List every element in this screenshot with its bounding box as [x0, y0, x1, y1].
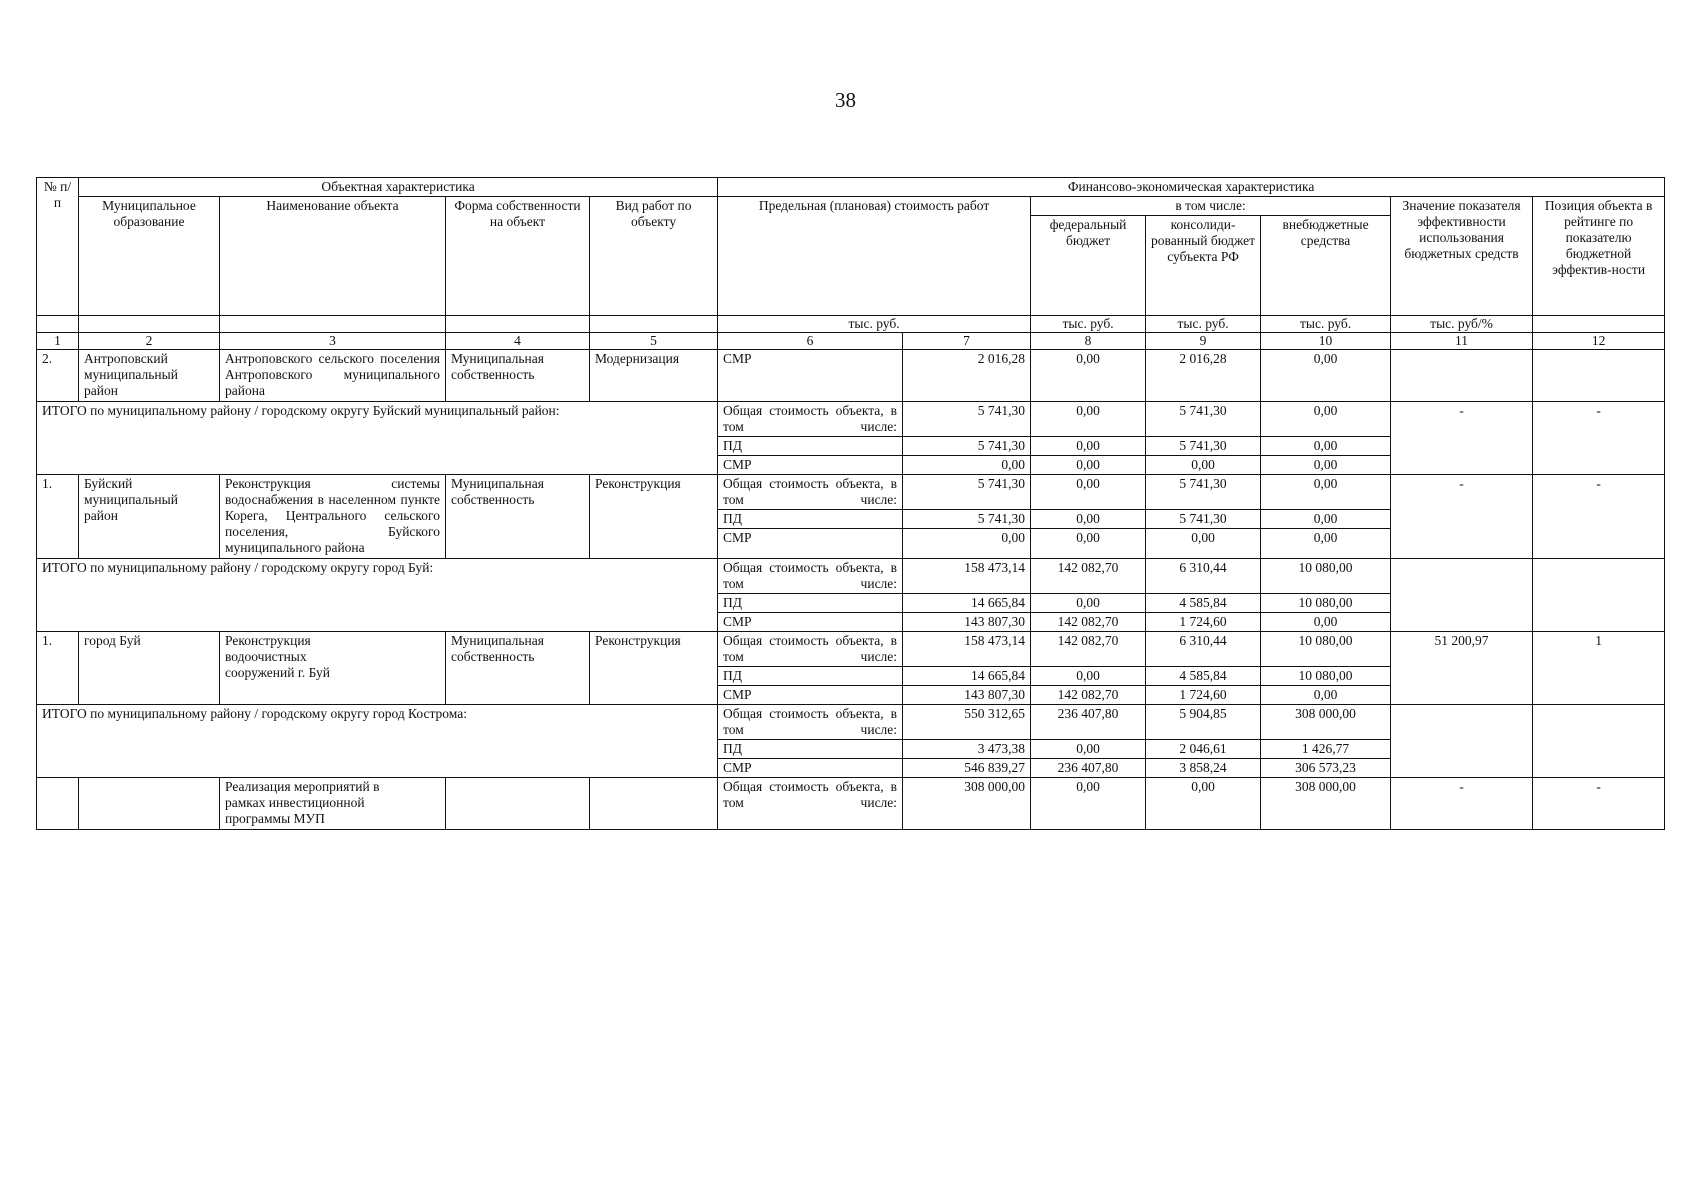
- col-number: 4: [446, 333, 590, 350]
- header-indicator: Значение показателя эффективности использования бюджетных средств: [1391, 197, 1533, 316]
- indicator-value: -: [1391, 475, 1533, 559]
- value-cell: 5 741,30: [1146, 437, 1261, 456]
- col-number: 7: [903, 333, 1031, 350]
- value-cell: 0,00: [903, 456, 1031, 475]
- value-cell: 142 082,70: [1031, 559, 1146, 594]
- col-number: 10: [1261, 333, 1391, 350]
- value-cell: 5 741,30: [1146, 475, 1261, 510]
- value-cell: 4 585,84: [1146, 667, 1261, 686]
- header-consolidated: консолиди-рованный бюджет субъекта РФ: [1146, 216, 1261, 316]
- unit-indicator: тыс. руб/%: [1391, 316, 1533, 333]
- table-row-total-buy-city: [37, 559, 1665, 594]
- general-cost-label: Общая стоимость объекта, в том числе:: [718, 402, 903, 437]
- value-cell: 158 473,14: [903, 632, 1031, 667]
- unit-federal: тыс. руб.: [1031, 316, 1146, 333]
- value-cell: 10 080,00: [1261, 667, 1391, 686]
- value-cell: 236 407,80: [1031, 705, 1146, 740]
- header-extrabudget: внебюджетные средства: [1261, 216, 1391, 316]
- value-cell: 0,00: [1031, 510, 1146, 529]
- row-extra: 0,00: [1261, 350, 1391, 402]
- row-municipality: Антроповский муниципальный район: [79, 350, 220, 402]
- value-cell: 0,00: [1261, 437, 1391, 456]
- value-cell: 0,00: [1031, 437, 1146, 456]
- pd-label: ПД: [718, 437, 903, 456]
- header-work-type: Вид работ по объекту: [590, 197, 718, 316]
- value-cell: 308 000,00: [903, 778, 1031, 830]
- row-num: 1.: [37, 475, 79, 559]
- value-cell: 0,00: [1031, 475, 1146, 510]
- value-cell: 10 080,00: [1261, 632, 1391, 667]
- row-consolidated: 2 016,28: [1146, 350, 1261, 402]
- value-cell: 2 046,61: [1146, 740, 1261, 759]
- value-cell: 308 000,00: [1261, 778, 1391, 830]
- value-cell: 5 741,30: [1146, 402, 1261, 437]
- row-object: Антроповского сельского поселения Антроповского муниципального района: [220, 350, 446, 402]
- value-cell: 0,00: [1261, 510, 1391, 529]
- value-cell: 142 082,70: [1031, 632, 1146, 667]
- position-value: -: [1533, 778, 1665, 830]
- value-cell: 5 741,30: [903, 437, 1031, 456]
- header-row-groups: [37, 178, 1665, 197]
- value-cell: 158 473,14: [903, 559, 1031, 594]
- value-cell: 0,00: [1031, 402, 1146, 437]
- row-ownership: Муниципальная собственность: [446, 632, 590, 705]
- col-number: 5: [590, 333, 718, 350]
- value-cell: 550 312,65: [903, 705, 1031, 740]
- row-work: Реконструкция: [590, 632, 718, 705]
- header-row-columns: [37, 197, 1665, 216]
- indicator-value: -: [1391, 402, 1533, 475]
- total-title: ИТОГО по муниципальному району / городскому округу город Буй:: [37, 559, 718, 632]
- value-cell: 0,00: [903, 529, 1031, 559]
- value-cell: 0,00: [1261, 456, 1391, 475]
- position-value: -: [1533, 402, 1665, 475]
- unit-consolidated: тыс. руб.: [1146, 316, 1261, 333]
- col-number: 12: [1533, 333, 1665, 350]
- value-cell: 143 807,30: [903, 613, 1031, 632]
- table-row-mup: [37, 778, 1665, 830]
- value-cell: 0,00: [1031, 594, 1146, 613]
- header-object-group: Объектная характеристика: [79, 178, 718, 197]
- position-value: 1: [1533, 632, 1665, 705]
- table-row-buy-city: [37, 632, 1665, 667]
- header-finance-group: Финансово-экономическая характеристика: [718, 178, 1665, 197]
- position-value: -: [1533, 475, 1665, 559]
- value-cell: 142 082,70: [1031, 686, 1146, 705]
- value-cell: 0,00: [1031, 740, 1146, 759]
- value-cell: 10 080,00: [1261, 559, 1391, 594]
- smr-label: СМР: [718, 686, 903, 705]
- value-cell: 10 080,00: [1261, 594, 1391, 613]
- general-cost-label: Общая стоимость объекта, в том числе:: [718, 475, 903, 510]
- col-number: 9: [1146, 333, 1261, 350]
- value-cell: 14 665,84: [903, 594, 1031, 613]
- general-cost-label: Общая стоимость объекта, в том числе:: [718, 778, 903, 830]
- value-cell: 0,00: [1261, 475, 1391, 510]
- row-ownership: Муниципальная собственность: [446, 475, 590, 559]
- smr-label: СМР: [718, 759, 903, 778]
- header-object-name: Наименование объекта: [220, 197, 446, 316]
- value-cell: 236 407,80: [1031, 759, 1146, 778]
- indicator-value: 51 200,97: [1391, 632, 1533, 705]
- value-cell: 0,00: [1261, 613, 1391, 632]
- row-object: Реконструкция водоочистных сооружений г. Буй: [220, 632, 446, 705]
- col-number: 3: [220, 333, 446, 350]
- total-title: ИТОГО по муниципальному району / городскому округу Буйский муниципальный район:: [37, 402, 718, 475]
- value-cell: 143 807,30: [903, 686, 1031, 705]
- row-municipality: город Буй: [79, 632, 220, 705]
- table-row-buysky: [37, 475, 1665, 510]
- unit-extrabudget: тыс. руб.: [1261, 316, 1391, 333]
- value-cell: 6 310,44: [1146, 632, 1261, 667]
- row-work: Модернизация: [590, 350, 718, 402]
- value-cell: 0,00: [1146, 529, 1261, 559]
- row-cost: 2 016,28: [903, 350, 1031, 402]
- pd-label: ПД: [718, 510, 903, 529]
- table-row-total-kostroma: [37, 705, 1665, 740]
- row-work: Реконструкция: [590, 475, 718, 559]
- value-cell: 0,00: [1031, 529, 1146, 559]
- value-cell: 308 000,00: [1261, 705, 1391, 740]
- row-federal: 0,00: [1031, 350, 1146, 402]
- value-cell: 1 724,60: [1146, 613, 1261, 632]
- header-including: в том числе:: [1031, 197, 1391, 216]
- general-cost-label: Общая стоимость объекта, в том числе:: [718, 632, 903, 667]
- column-numbers-row: [37, 333, 1665, 350]
- indicator-value: -: [1391, 778, 1533, 830]
- value-cell: 5 904,85: [1146, 705, 1261, 740]
- pd-label: ПД: [718, 667, 903, 686]
- value-cell: 3 473,38: [903, 740, 1031, 759]
- header-municipality: Муниципальное образование: [79, 197, 220, 316]
- value-cell: 1 426,77: [1261, 740, 1391, 759]
- row-object: Реализация мероприятий в рамках инвестиционной программы МУП: [220, 778, 446, 830]
- row-municipality: Буйский муниципальный район: [79, 475, 220, 559]
- page-number: 38: [835, 88, 856, 112]
- header-units-row: [37, 316, 1665, 333]
- smr-label: СМР: [718, 529, 903, 559]
- header-max-cost: Предельная (плановая) стоимость работ: [718, 197, 1031, 316]
- smr-label: СМР: [718, 456, 903, 475]
- value-cell: 0,00: [1146, 456, 1261, 475]
- row-num: 2.: [37, 350, 79, 402]
- value-cell: 1 724,60: [1146, 686, 1261, 705]
- row-ownership: Муниципальная собственность: [446, 350, 590, 402]
- smr-label: СМР: [718, 613, 903, 632]
- header-ownership: Форма собственности на объект: [446, 197, 590, 316]
- value-cell: 3 858,24: [1146, 759, 1261, 778]
- value-cell: 0,00: [1146, 778, 1261, 830]
- general-cost-label: Общая стоимость объекта, в том числе:: [718, 559, 903, 594]
- header-num: № п/п: [37, 178, 79, 316]
- col-number: 11: [1391, 333, 1533, 350]
- value-cell: 546 839,27: [903, 759, 1031, 778]
- financial-table: [36, 177, 1665, 830]
- general-cost-label: Общая стоимость объекта, в том числе:: [718, 705, 903, 740]
- col-number: 2: [79, 333, 220, 350]
- value-cell: 306 573,23: [1261, 759, 1391, 778]
- table-row-total-buysky-district: [37, 402, 1665, 437]
- value-cell: 6 310,44: [1146, 559, 1261, 594]
- value-cell: 0,00: [1031, 456, 1146, 475]
- value-cell: 5 741,30: [903, 402, 1031, 437]
- row-object: Реконструкция системы водоснабжения в населенном пункте Корега, Центрального сельского поселения, Буйского муниципального района: [220, 475, 446, 559]
- value-cell: 0,00: [1261, 529, 1391, 559]
- pd-label: ПД: [718, 740, 903, 759]
- col-number: 1: [37, 333, 79, 350]
- value-cell: 14 665,84: [903, 667, 1031, 686]
- col-number: 8: [1031, 333, 1146, 350]
- unit-cost: тыс. руб.: [718, 316, 1031, 333]
- header-federal: федеральный бюджет: [1031, 216, 1146, 316]
- value-cell: 142 082,70: [1031, 613, 1146, 632]
- value-cell: 5 741,30: [1146, 510, 1261, 529]
- value-cell: 0,00: [1031, 778, 1146, 830]
- value-cell: 5 741,30: [903, 475, 1031, 510]
- total-title: ИТОГО по муниципальному району / городскому округу город Кострома:: [37, 705, 718, 778]
- pd-label: ПД: [718, 594, 903, 613]
- table-row-antropovo: [37, 350, 1665, 402]
- value-cell: 0,00: [1261, 686, 1391, 705]
- value-cell: 5 741,30: [903, 510, 1031, 529]
- value-cell: 0,00: [1261, 402, 1391, 437]
- header-position: Позиция объекта в рейтинге по показателю бюджетной эффектив-ности: [1533, 197, 1665, 316]
- row-num: 1.: [37, 632, 79, 705]
- row-label: СМР: [718, 350, 903, 402]
- value-cell: 0,00: [1031, 667, 1146, 686]
- value-cell: 4 585,84: [1146, 594, 1261, 613]
- col-number: 6: [718, 333, 903, 350]
